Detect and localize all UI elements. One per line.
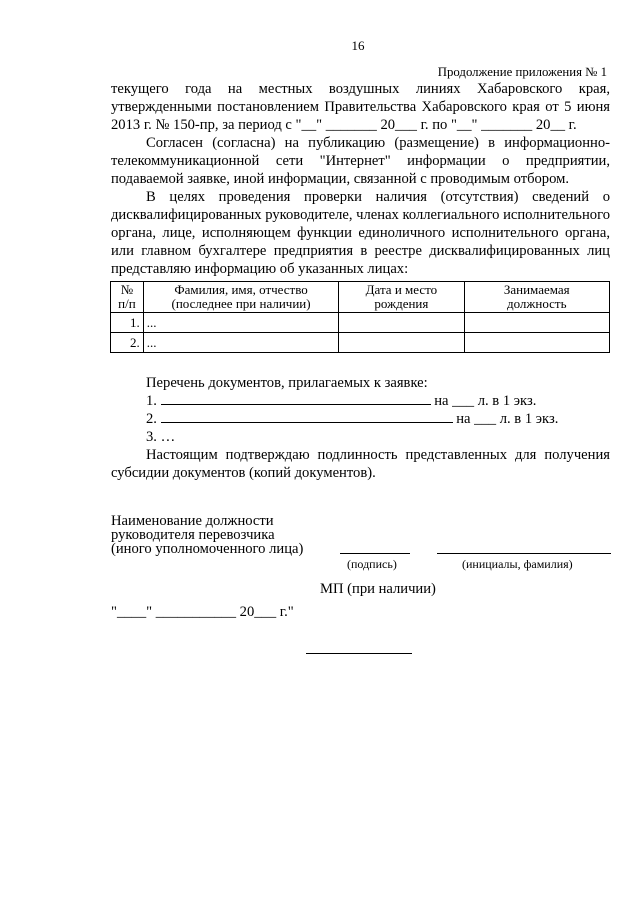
row-full-name: ... bbox=[143, 333, 339, 353]
doc-item-3: 3. … bbox=[146, 429, 176, 445]
name-caption: (инициалы, фамилия) bbox=[462, 557, 573, 571]
para1-line-2: утвержденными постановлением Правительства Хабаровского края от 5 июня bbox=[111, 99, 610, 115]
para3-line-3: органа, лице, исполняющем функции единоличного исполнительного органа, bbox=[111, 225, 610, 241]
persons-table bbox=[110, 281, 610, 353]
signatory-position-line-3: (иного уполномоченного лица) bbox=[111, 541, 304, 557]
table-row bbox=[111, 333, 610, 353]
header-number: № п/п bbox=[111, 282, 144, 313]
para2-line-3: подаваемой заявке, иной информации, связанной с проводимым отбором. bbox=[111, 171, 570, 187]
header-position: Занимаемая должность bbox=[464, 282, 610, 313]
para1-line-1: текущего года на местных воздушных линиях Хабаровского края, bbox=[111, 81, 610, 97]
name-line bbox=[437, 553, 611, 554]
para3-line-4: или главном бухгалтере предприятия в реестре дисквалифицированных лиц bbox=[111, 243, 610, 259]
confirm-line-2: субсидии документов (копий документов). bbox=[111, 465, 376, 481]
header-full-name: Фамилия, имя, отчество (последнее при наличии) bbox=[143, 282, 339, 313]
signature-caption: (подпись) bbox=[347, 557, 397, 571]
para2-line-1: Согласен (согласна) на публикацию (размещение) в информационно- bbox=[146, 135, 610, 151]
row-birth bbox=[339, 333, 464, 353]
doc-item-1-blank bbox=[161, 392, 431, 405]
header-birth: Дата и место рождения bbox=[339, 282, 464, 313]
page-number: 16 bbox=[351, 38, 365, 53]
confirm-line-1: Настоящим подтверждаю подлинность представленных для получения bbox=[146, 447, 610, 463]
doc-item-2-blank bbox=[161, 410, 453, 423]
table-header-row bbox=[111, 282, 610, 313]
signatory-position-line-2: руководителя перевозчика bbox=[111, 527, 275, 543]
row-position bbox=[464, 313, 610, 333]
para3-line-2: дисквалифицированных руководителе, членах коллегиального исполнительного bbox=[111, 207, 610, 223]
continuation-label: Продолжение приложения № 1 bbox=[437, 65, 607, 79]
row-full-name: ... bbox=[143, 313, 339, 333]
para2-line-2: телекоммуникационной сети "Интернет" информации о предприятии, bbox=[111, 153, 610, 169]
stamp-label: МП (при наличии) bbox=[320, 581, 436, 597]
end-divider bbox=[306, 653, 412, 654]
docs-title: Перечень документов, прилагаемых к заявке: bbox=[146, 375, 428, 391]
signatory-position-line-1: Наименование должности bbox=[111, 513, 274, 529]
doc-item-1: 1. на ___ л. в 1 экз. bbox=[146, 393, 537, 409]
row-number: 1. bbox=[111, 313, 144, 333]
row-birth bbox=[339, 313, 464, 333]
doc-item-2: 2. на ___ л. в 1 экз. bbox=[146, 411, 559, 427]
date-line: "____" ___________ 20___ г." bbox=[111, 604, 294, 620]
row-number: 2. bbox=[111, 333, 144, 353]
para1-line-3: 2013 г. № 150-пр, за период с "__" _______ 20___ г. по "__" _______ 20__ г. bbox=[111, 117, 577, 133]
row-position bbox=[464, 333, 610, 353]
para3-line-5: представляю информацию об указанных лицах: bbox=[111, 261, 409, 277]
table-row bbox=[111, 313, 610, 333]
signature-line bbox=[340, 553, 410, 554]
para3-line-1: В целях проведения проверки наличия (отсутствия) сведений о bbox=[146, 189, 610, 205]
